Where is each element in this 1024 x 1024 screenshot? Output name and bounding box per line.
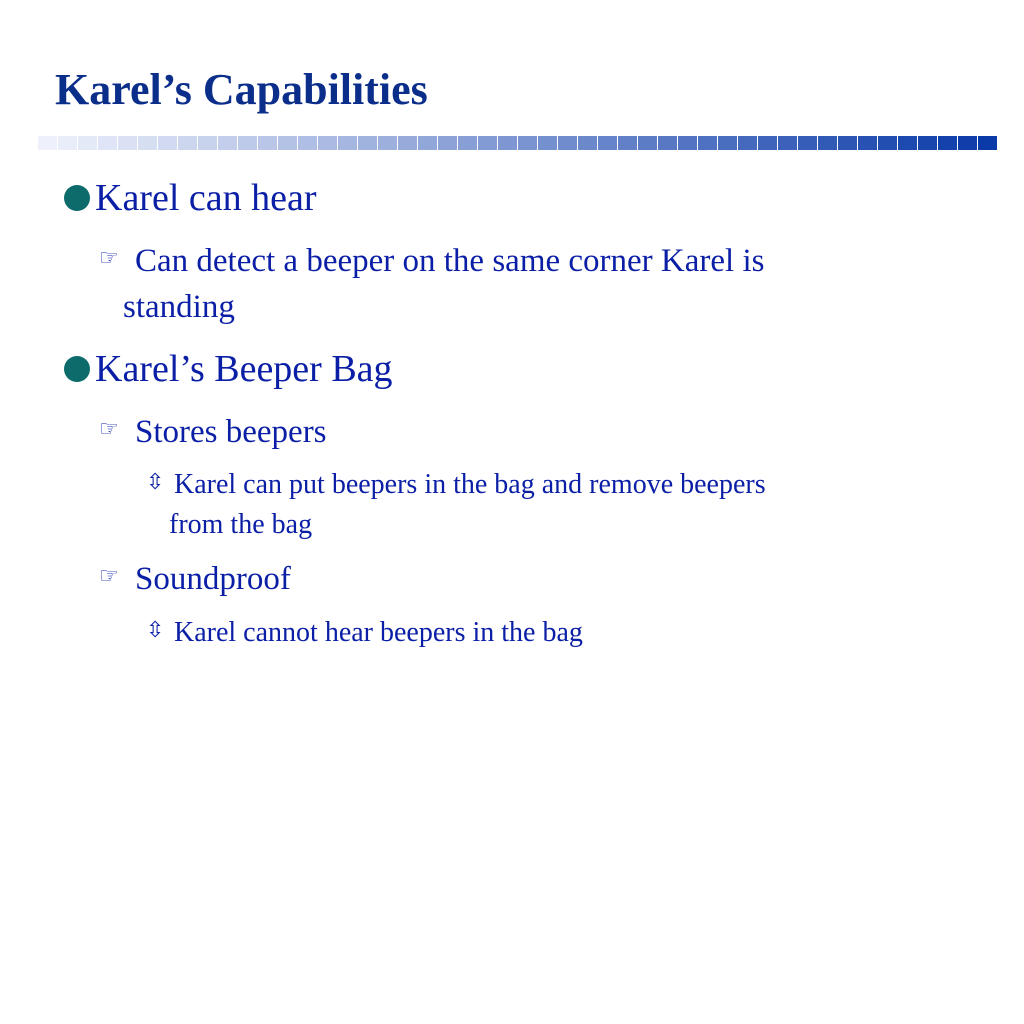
rule-segment <box>478 136 498 150</box>
bullet-text: Karel’s Beeper Bag <box>95 348 393 390</box>
rule-segment <box>638 136 658 150</box>
rule-segment <box>378 136 398 150</box>
rule-segment <box>878 136 898 150</box>
rule-segment <box>118 136 138 150</box>
sub-sub-bullet-text-line1: Karel can put beepers in the bag and remove beepers <box>174 469 766 500</box>
sub-bullet-stores-beepers <box>99 407 327 455</box>
rule-segment <box>238 136 258 150</box>
rule-segment <box>818 136 838 150</box>
rule-segment <box>618 136 638 150</box>
rule-segment <box>718 136 738 150</box>
rule-segment <box>498 136 518 150</box>
rule-segment <box>938 136 958 150</box>
rule-segment <box>578 136 598 150</box>
sub-sub-bullet-text-line2: from the bag <box>169 509 313 540</box>
sub-sub-bullet-text: Karel cannot hear beepers in the bag <box>174 617 583 648</box>
rule-segment <box>178 136 198 150</box>
rule-segment <box>918 136 938 150</box>
rule-segment <box>318 136 338 150</box>
rule-segment <box>58 136 78 150</box>
pointing-hand-icon: ☞ <box>99 564 119 589</box>
rule-segment <box>598 136 618 150</box>
rule-segment <box>78 136 98 150</box>
rule-segment <box>298 136 318 150</box>
pointing-hand-icon: ☞ <box>99 246 119 271</box>
rule-segment <box>338 136 358 150</box>
rule-segment <box>738 136 758 150</box>
rule-segment <box>398 136 418 150</box>
sub-sub-bullet-put-remove <box>146 463 766 545</box>
bullet-text: Karel can hear <box>95 177 317 219</box>
rule-segment <box>358 136 378 150</box>
rule-segment <box>38 136 58 150</box>
rule-segment <box>158 136 178 150</box>
rule-segment <box>858 136 878 150</box>
rule-segment <box>218 136 238 150</box>
sub-bullet-text: Soundproof <box>135 561 291 597</box>
disc-bullet-icon <box>64 356 90 382</box>
rule-segment <box>778 136 798 150</box>
rule-segment <box>558 136 578 150</box>
sub-bullet-soundproof <box>99 554 291 602</box>
title-gradient-rule <box>38 136 998 150</box>
rule-segment <box>198 136 218 150</box>
rule-segment <box>278 136 298 150</box>
rule-segment <box>438 136 458 150</box>
rule-segment <box>898 136 918 150</box>
rule-segment <box>698 136 718 150</box>
sub-sub-bullet-cannot-hear <box>146 611 583 653</box>
sub-bullet-text: Stores beepers <box>135 414 327 450</box>
rule-segment <box>418 136 438 150</box>
rule-segment <box>138 136 158 150</box>
bullet-beeper-bag <box>64 347 393 391</box>
pointing-hand-icon: ☞ <box>99 417 119 442</box>
rule-segment <box>758 136 778 150</box>
sub-bullet-text-line2: standing <box>123 289 235 325</box>
disc-bullet-icon <box>64 185 90 211</box>
sub-bullet-detect-beeper <box>99 236 764 330</box>
rule-segment <box>458 136 478 150</box>
rule-segment <box>838 136 858 150</box>
rule-segment <box>958 136 978 150</box>
rule-segment <box>678 136 698 150</box>
hooked-arrow-icon: ⇳ <box>146 618 165 643</box>
rule-segment <box>538 136 558 150</box>
rule-segment <box>518 136 538 150</box>
rule-segment <box>658 136 678 150</box>
rule-segment <box>798 136 818 150</box>
rule-segment <box>978 136 998 150</box>
sub-bullet-text-line1: Can detect a beeper on the same corner Karel is <box>135 243 765 279</box>
bullet-karel-can-hear <box>64 176 317 220</box>
rule-segment <box>98 136 118 150</box>
hooked-arrow-icon: ⇳ <box>146 470 165 495</box>
slide-title: Karel’s Capabilities <box>55 65 428 114</box>
rule-segment <box>258 136 278 150</box>
